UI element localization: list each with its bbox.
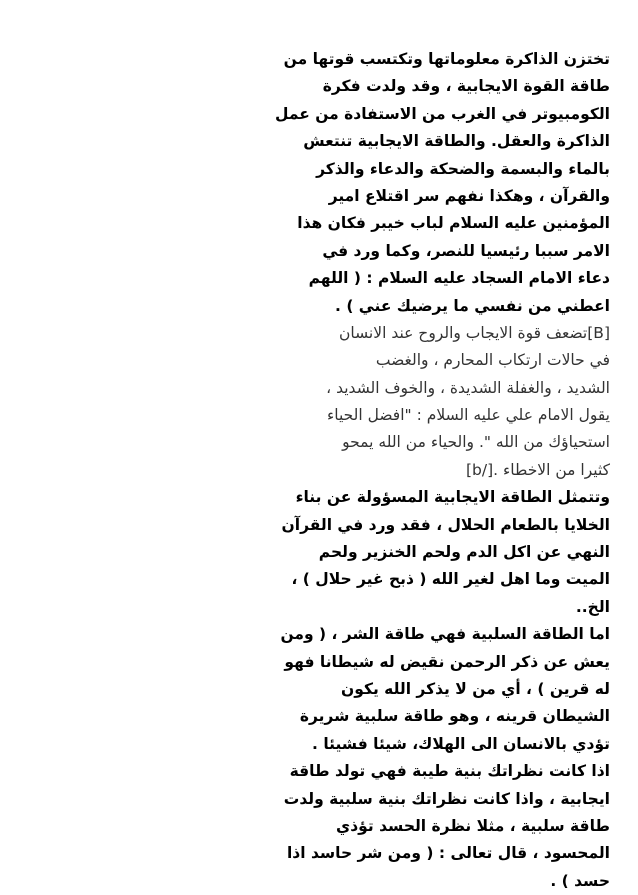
text-line: بالماء والبسمة والضحكة والدعاء والذكر	[316, 159, 610, 178]
text-line: وتتمثل الطاقة الايجابية المسؤولة عن بناء	[295, 488, 610, 507]
text-line: دعاء الامام السجاد عليه السلام : ( اللهم	[308, 269, 610, 288]
text-line: الذاكرة والعقل. والطاقة الايجابية تنتعش	[303, 132, 610, 151]
text-line: اما الطاقة السلبية فهي طاقة الشر ، ( ومن	[280, 625, 610, 644]
text-line: النهي عن اكل الدم ولحم الخنزير ولحم	[318, 543, 610, 562]
text-line: الخلايا بالطعام الحلال ، فقد ورد في القرآن	[281, 515, 610, 534]
text-line: المؤمنين عليه السلام لباب خيبر فكان هذا	[297, 214, 610, 233]
text-line: الميت وما اهل لغير الله ( ذبح غير حلال ) ،	[291, 570, 610, 589]
text-line-plain: [B]تضعف قوة الايجاب والروح عند الانسان	[339, 323, 610, 342]
text-line: ايجابية ، واذا كانت نظراتك بنية سلبية ولدت	[283, 789, 610, 808]
text-line: يعش عن ذكر الرحمن نقيض له شيطانا فهو	[284, 652, 610, 671]
text-line: حسد ) .	[550, 871, 610, 890]
text-line: والقرآن ، وهكذا نفهم سر اقتلاع امير	[328, 186, 610, 205]
text-line: اذا كانت نظراتك بنية طيبة فهي تولد طاقة	[289, 762, 610, 781]
text-line-plain: كثيرا من الاخطاء .[/b]	[465, 460, 610, 479]
text-line-plain: استحياؤك من الله ". والحياء من الله يمحو	[342, 433, 610, 452]
text-line: الامر سببا رئيسيا للنصر، وكما ورد في	[322, 241, 610, 260]
text-line: الكومبيوتر في الغرب من الاستفادة من عمل	[274, 104, 610, 123]
text-line-plain: يقول الامام علي عليه السلام : "افضل الحياء	[326, 406, 610, 425]
text-line-plain: في حالات ارتكاب المحارم ، والغضب	[375, 351, 610, 370]
text-line: تؤدي بالانسان الى الهلاك، شيئا فشيئا .	[312, 734, 610, 753]
article-text	[274, 46, 610, 895]
text-line: له قرين ) ، أي من لا يذكر الله يكون	[341, 679, 610, 698]
text-line: الشيطان قرينه ، وهو طاقة سلبية شريرة	[299, 707, 610, 726]
text-line-plain: الشديد ، والغفلة الشديدة ، والخوف الشديد ،	[326, 378, 610, 397]
text-line: الخ..	[575, 597, 610, 616]
text-line: اعطني من نفسي ما يرضيك عني ) .	[335, 296, 610, 315]
text-line: طاقة القوة الايجابية ، وقد ولدت فكرة	[322, 77, 610, 96]
text-line: طاقة سلبية ، مثلا نظرة الحسد تؤذي	[336, 816, 610, 835]
text-line: تختزن الذاكرة معلوماتها وتكتسب قوتها من	[283, 50, 610, 68]
text-line: المحسود ، قال تعالى : ( ومن شر حاسد اذا	[286, 844, 610, 863]
